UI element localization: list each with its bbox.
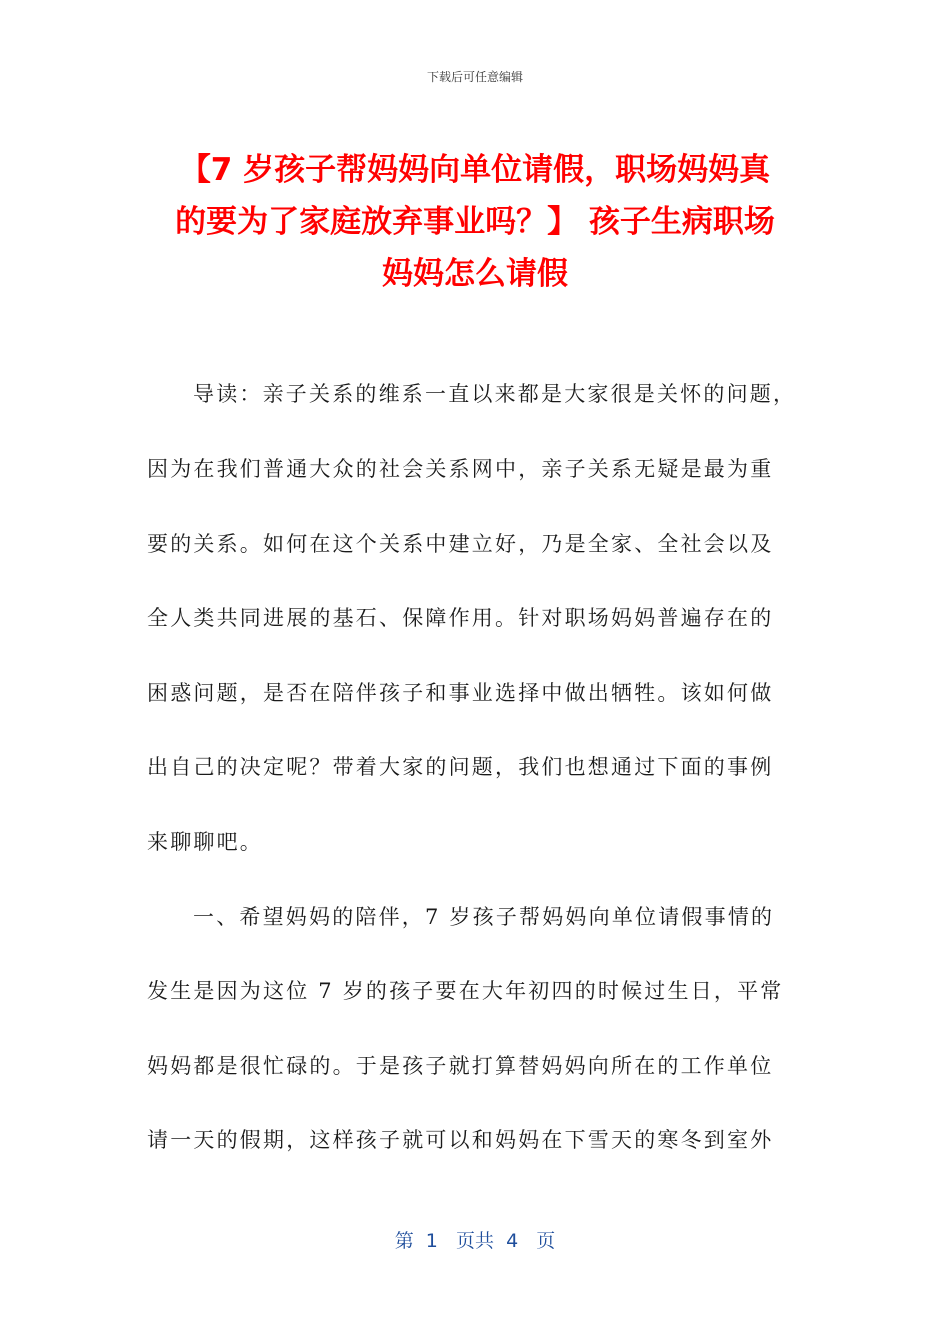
- paragraph-line: 发生是因为这位 7 岁的孩子要在大年初四的时候过生日，平常: [147, 979, 784, 1003]
- paragraph-line: 困惑问题，是否在陪伴孩子和事业选择中做出牺牲。该如何做: [147, 681, 774, 705]
- page-number-footer: 第 1 页共 4 页: [394, 1230, 556, 1252]
- paragraph-line: 一、希望妈妈的陪伴，7 岁孩子帮妈妈向单位请假事情的: [193, 905, 775, 929]
- document-title: [140, 144, 810, 300]
- paragraph-line: 来聊聊吧。: [147, 830, 263, 854]
- title-line: 妈妈怎么请假: [382, 256, 568, 292]
- header-note: 下载后可任意编辑: [426, 70, 523, 84]
- title-line: 的要为了家庭放弃事业吗？】 孩子生病职场: [175, 204, 775, 240]
- paragraph-line: 全人类共同进展的基石、保障作用。针对职场妈妈普遍存在的: [147, 606, 774, 630]
- paragraph-line: 妈妈都是很忙碌的。于是孩子就打算替妈妈向所在的工作单位: [147, 1054, 774, 1078]
- title-line: 【7 岁孩子帮妈妈向单位请假，职场妈妈真: [179, 152, 771, 188]
- paragraph-line: 请一天的假期，这样孩子就可以和妈妈在下雪天的寒冬到室外: [147, 1128, 774, 1152]
- paragraph-line: 因为在我们普通大众的社会关系网中，亲子关系无疑是最为重: [147, 457, 774, 481]
- paragraph-line: 要的关系。如何在这个关系中建立好，乃是全家、全社会以及: [147, 532, 774, 556]
- paragraph-line: 导读：亲子关系的维系一直以来都是大家很是关怀的问题，: [193, 382, 797, 406]
- paragraph-line: 出自己的决定呢？带着大家的问题，我们也想通过下面的事例: [147, 755, 774, 779]
